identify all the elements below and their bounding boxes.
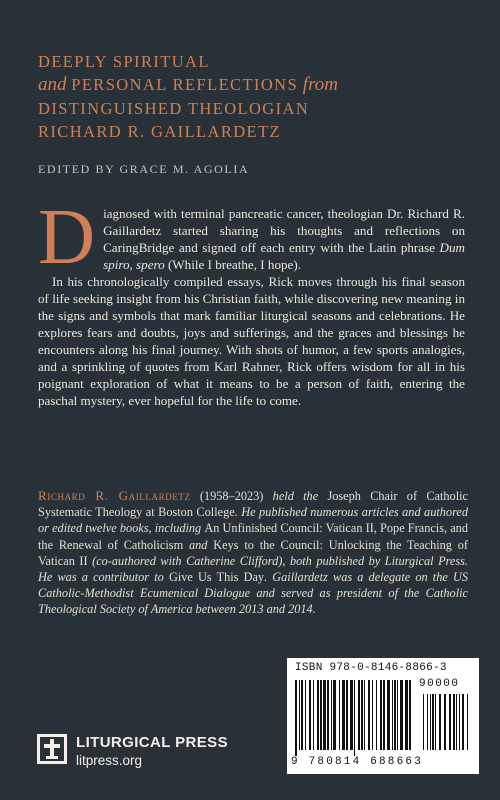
book-description [38, 194, 465, 409]
author-bio: Richard R. Gaillardetz (1958–2023) held the Joseph Chair of Catholic Systematic Theology at Boston College. He published numerous articles and authored or edited twelve books, including An Unfinished Council: Vatican II, Pope Francis, and the Renewal of Catholicism and Keys to the Council: Unlocking the Teaching of Vatican II (co-authored with Catherine Clifford), both published by Liturgical Press. He was a contributor to Give Us This Day. Gaillardetz was a delegate on the US Catholic-Methodist Ecumenical Dialogue and served as president of the Catholic Theological Society of America between 2013 and 2014. [38, 488, 469, 617]
cover-headline [38, 50, 468, 143]
editor-credit: EDITED BY GRACE M. AGOLIA [38, 162, 250, 176]
drop-cap: D [38, 194, 96, 281]
addon-digits: 90000 [419, 678, 460, 690]
author-name: Richard R. Gaillardetz [38, 488, 191, 503]
headline-line-3: DISTINGUISHED THEOLOGIAN [38, 99, 310, 118]
publisher-website: litpress.org [76, 753, 143, 768]
headline-line-2: and PERSONAL REFLECTIONS from [38, 74, 338, 95]
isbn-number: ISBN 978-0-8146-8866-3 [295, 662, 447, 674]
description-paragraph-2: In his chronologically compiled essays, Rick moves through his final season of life seeking insight from his Christian faith, while discovering new meaning in the signs and symbols that mark familiar liturgical seasons and celebrations. He explores fears and doubts, joys and sufferings, and the graces and blessings he encounters along his final journey. With shots of humor, a few sports analogies, and a sprinkling of quotes from Karl Rahner, Rick offers wisdom for all in his poignant exploration of what it means to be a person of faith, entering the paschal mystery, ever hopeful for the life to come. [38, 274, 465, 408]
ean-digits: 9 780814 688663 [291, 756, 424, 768]
publisher-name: LITURGICAL PRESS [76, 734, 228, 751]
isbn-barcode [287, 658, 479, 774]
publisher-logo-icon [37, 734, 67, 764]
headline-line-1: DEEPLY SPIRITUAL [38, 52, 210, 71]
latin-phrase: Dum spiro, spero [103, 240, 465, 272]
headline-line-4: RICHARD R. GAILLARDETZ [38, 122, 281, 141]
barcode-bars [295, 680, 473, 756]
description-paragraph-1: Diagnosed with terminal pancreatic cancer, theologian Dr. Richard R. Gaillardetz started sharing his thoughts and reflections on CaringBridge and signed off each entry with the Latin phrase Dum spiro, spero (While I breathe, I hope). [38, 194, 465, 281]
